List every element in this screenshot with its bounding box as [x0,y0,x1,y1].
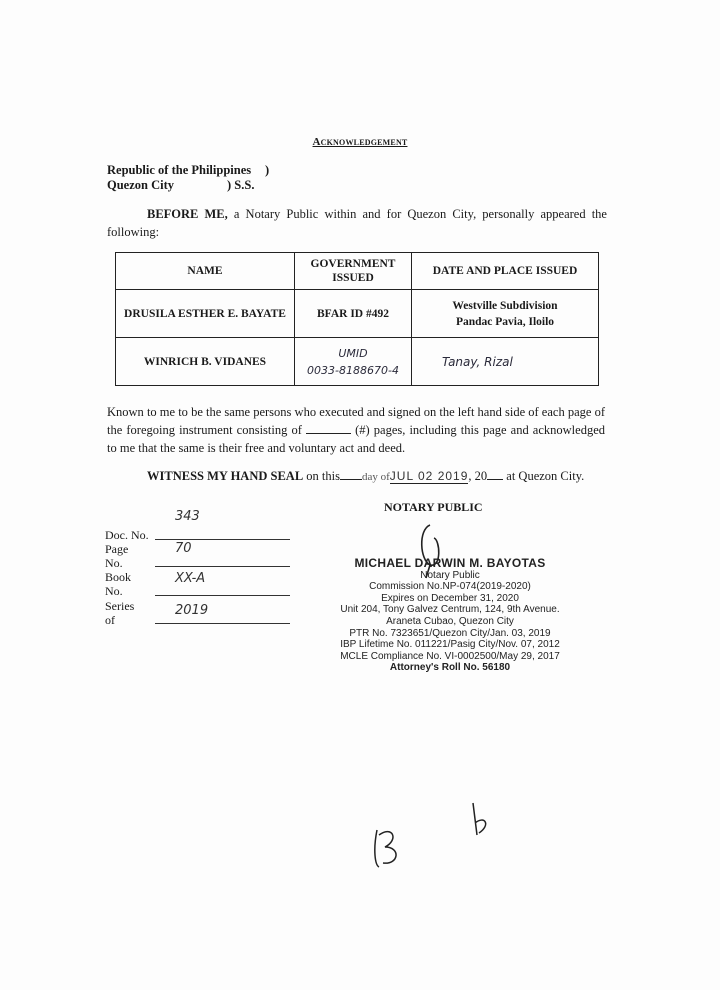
pages-blank [306,433,351,434]
identity-table [115,252,599,386]
stamp-mcle: MCLE Compliance No. VI-0002500/May 29, 2017 [340,650,560,662]
stamp-commission: Commission No.NP-074(2019-2020) [369,581,531,593]
book-no-value: XX-A [175,571,206,586]
venue-republic: Republic of the Philippines [107,163,252,177]
cell-name: WINRICH B. VIDANES [116,338,295,386]
notary-public-heading: NOTARY PUBLIC [384,500,483,514]
stamp-ptr: PTR No. 7323651/Quezon City/Jan. 03, 2019 [349,627,551,639]
page-no-label: Page No. [105,542,129,570]
intro-text: a Notary Public within and for Quezon City, personally appeared the following: [107,207,607,239]
series-label: Series of [105,599,135,627]
witness-line [147,469,584,484]
stamp-address1: Unit 204, Tony Galvez Centrum, 124, 9th Avenue. [340,604,560,616]
venue-block [107,163,269,193]
doc-no-label: Doc. No. [105,528,149,542]
stamp-title: Notary Public [420,569,480,581]
table-row [116,290,599,338]
page-no-value: 70 [175,541,192,556]
series-line [155,623,290,624]
document-title: Acknowledgement [312,136,408,148]
header-date-place: DATE AND PLACE ISSUED [412,253,599,290]
cell-government: BFAR ID #492 [295,290,412,338]
known-paragraph [107,403,605,457]
doc-no-value: 343 [175,509,200,524]
table-row [116,338,599,386]
cell-government-handwritten [295,338,412,386]
intro-bold: BEFORE ME, [147,207,228,221]
known-part2: (#) pages, including this page and acknowledged to me that the same is their free and voluntary act and deed. [107,423,605,455]
stamp-ibp: IBP Lifetime No. 011221/Pasig City/Nov. 07, 2012 [340,639,560,651]
stamp-roll: Attorney's Roll No. 56180 [389,662,511,674]
header-name: NAME [116,253,295,290]
year-blank [487,479,503,480]
header-government: GOVERNMENT ISSUED [295,253,412,290]
day-blank [340,479,362,480]
doc-registry [105,509,305,640]
cell-date-place: Westville Subdivision Pandac Pavia, Iloilo [412,290,599,338]
witness-on-this: on this [303,469,340,483]
series-value: 2019 [175,603,209,618]
witness-day-of: day of [361,471,390,483]
known-part1: Known to me to be the same persons who executed and signed on the left hand side of each page of the foregoing instrument consisting of [107,405,605,437]
stamp-expiry: Expires on December 31, 2020 [381,592,519,604]
witness-at: at Quezon City. [503,469,585,483]
book-no-label: Book No. [105,570,132,598]
venue-paren: ) [265,163,270,177]
cell-name: DRUSILA ESTHER E. BAYATE [116,290,295,338]
initials-signature-icon [365,795,505,875]
gov-line1: UMID [338,346,368,360]
cell-date-place-handwritten: Tanay, Rizal [412,338,599,386]
venue-city: Quezon City [107,178,175,192]
intro-paragraph [107,205,607,241]
page-no-line [155,566,290,567]
witness-bold: WITNESS MY HAND SEAL [147,469,304,483]
date-stamp: JUL 02 2019 [389,469,469,483]
witness-comma20: , 20 [468,469,488,483]
doc-no-line [155,539,290,540]
table-header-row [116,253,599,290]
book-no-line [155,595,290,596]
stamp-address2: Araneta Cubao, Quezon City [386,615,514,627]
stamp-name: MICHAEL DARWIN M. BAYOTAS [354,556,546,570]
venue-ss: ) S.S. [227,178,255,192]
gov-line2: 0033-8188670-4 [307,363,399,377]
notary-stamp [330,558,570,674]
